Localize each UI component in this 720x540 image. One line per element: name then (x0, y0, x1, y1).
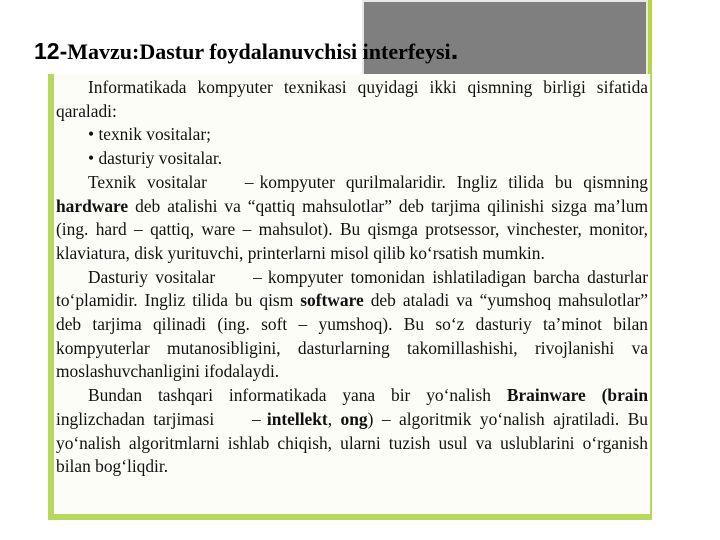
text-segment: inglizchadan tarjimasi (56, 408, 215, 429)
brainware-paragraph (56, 384, 648, 479)
title-text: Mavzu:Dastur foydalanuvchisi interfeysi (67, 39, 451, 64)
term-software: software (300, 290, 364, 311)
text-segment: Bundan tashqari informatikada yana bir yo‘nalish (88, 385, 491, 406)
software-paragraph (56, 266, 648, 385)
comma: , (327, 408, 333, 429)
text-segment: deb atalishi va “qattiq mahsulotlar” deb tarjima qilinishi sizga ma’lum (ing. hard – qattiq, ware – mahsulot). Bu qismga protsessor, vinchester, monitor, klaviatura, disk yurituvchi, printerlarni misol qilib ko‘rsatish mumkin. (56, 195, 648, 263)
hardware-paragraph (56, 171, 648, 266)
bullet-item: • texnik vositalar; (88, 124, 211, 145)
text-segment: kompyuter qurilmalaridir. Ingliz tilida bu qismning (259, 171, 648, 192)
em-dash: – (252, 408, 261, 429)
decorative-green-stripe (648, 0, 652, 80)
text-segment: kompyuter tomonidan ishlatiladigan barcha dasturlar to‘plamidir. Ingliz tilida bu qism (56, 266, 648, 311)
bullet-text: texnik vositalar; (98, 124, 211, 145)
slide-title (34, 34, 458, 66)
term-brainware: Brainware (brain (506, 385, 648, 406)
term-ong: ong (340, 408, 368, 429)
em-dash: – (244, 171, 254, 192)
em-dash: – (253, 266, 262, 287)
text-segment: deb ataladi va “yumshoq mahsulotlar” deb tarjima qilinadi (ing. soft – yumshoq). Bu so‘z dasturiy ta’minot bilan kompyuterlar mutanosibligini, dasturlarning takomillashishi, rivojlanishi va moslashuvchanligini ifodalaydi. (56, 290, 648, 382)
title-number: 12- (34, 38, 68, 64)
term-dasturiy: Dasturiy vositalar (88, 266, 216, 287)
term-intellekt: intellekt (266, 408, 328, 429)
term-hardware: hardware (56, 195, 129, 216)
term-texnik: Texnik vositalar (88, 171, 207, 192)
title-dot: . (450, 34, 459, 65)
scanned-document-page (54, 74, 650, 514)
bullet-text: dasturiy vositalar. (98, 148, 223, 169)
text-segment: ) – algoritmik yo‘nalish ajratiladi. Bu yo‘nalish algoritmlarni ishlab chiqish, ularni tuzish usul va uslublarini o‘rganish bilan bog‘liqdir. (56, 408, 648, 477)
bullet-item: • dasturiy vositalar. (88, 148, 223, 169)
intro-paragraph: Informatikada kompyuter texnikasi quyidagi ikki qismning birligi sifatida qaraladi: (56, 77, 648, 121)
